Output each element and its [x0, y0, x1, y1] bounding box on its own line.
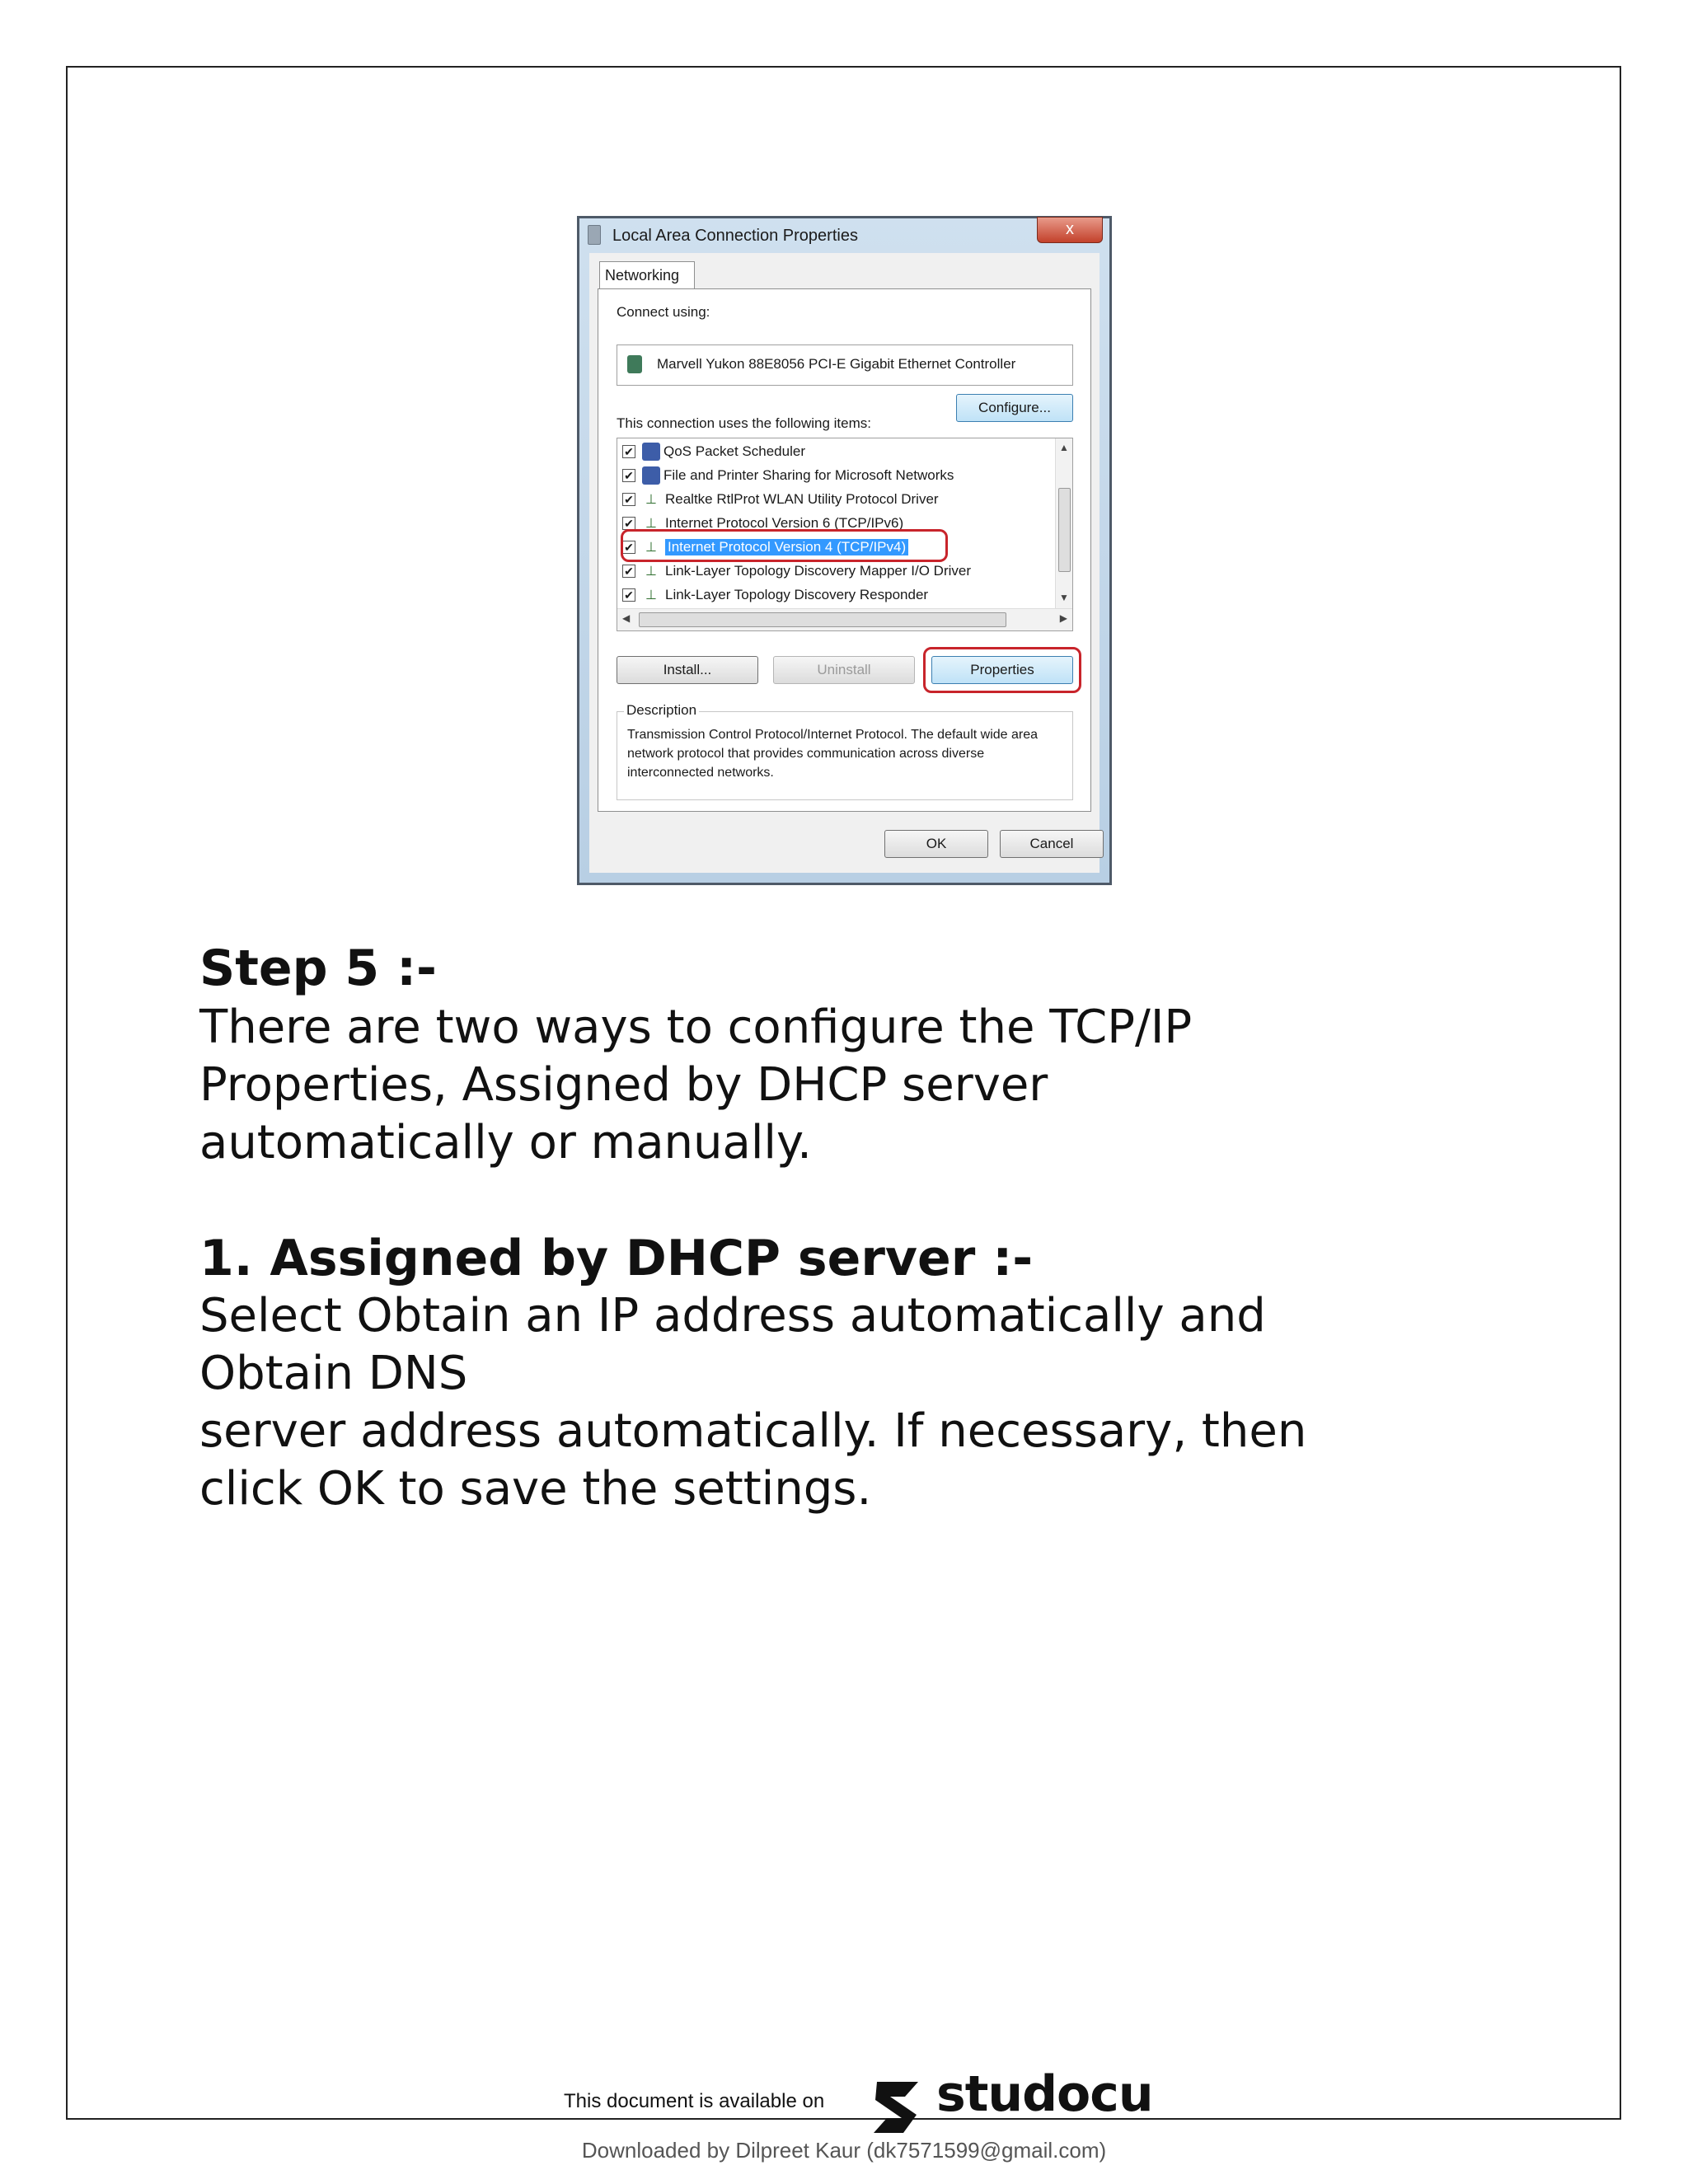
description-group	[617, 702, 1073, 800]
scroll-left-icon[interactable]: ◀	[622, 612, 631, 624]
protocol-icon: ⊥	[645, 493, 657, 507]
checkbox[interactable]: ✔	[622, 493, 635, 506]
connect-using-label: Connect using:	[617, 304, 710, 320]
ok-button[interactable]: OK	[884, 830, 988, 858]
studocu-logo-icon	[865, 2075, 928, 2138]
dialog-titlebar	[579, 218, 1109, 253]
item-label: Link-Layer Topology Discovery Responder	[665, 587, 929, 602]
vertical-scrollbar[interactable]	[1055, 438, 1072, 608]
dialog-title: Local Area Connection Properties	[612, 227, 858, 245]
scroll-right-icon[interactable]: ▶	[1059, 612, 1067, 624]
download-attribution: Downloaded by Dilpreet Kaur (dk7571599@gmail.com)	[581, 2138, 1107, 2163]
availability-note: This document is available on	[564, 2090, 825, 2112]
protocol-icon: ⊥	[645, 565, 657, 579]
step-heading: Step 5 :-	[199, 940, 437, 997]
checkbox[interactable]: ✔	[622, 565, 635, 578]
configure-button[interactable]: Configure...	[956, 394, 1073, 422]
item-label: Link-Layer Topology Discovery Mapper I/O Driver	[665, 563, 971, 579]
network-adapter-icon	[627, 355, 642, 373]
list-item[interactable]	[622, 560, 971, 583]
description-title: Description	[624, 702, 699, 719]
items-label: This connection uses the following items:	[617, 415, 871, 431]
description-text: Transmission Control Protocol/Internet Protocol. The default wide area network protocol that provides communication across diverse interconnected networks.	[627, 728, 1039, 780]
checkbox[interactable]: ✔	[622, 445, 635, 458]
network-connection-icon	[588, 225, 601, 245]
local-area-connection-properties-dialog	[577, 216, 1112, 885]
networking-tab-panel	[598, 288, 1091, 812]
protocol-icon: ⊥	[645, 541, 657, 555]
scroll-down-icon[interactable]: ▼	[1059, 592, 1069, 603]
network-client-icon	[642, 443, 660, 461]
properties-highlight-ring	[923, 647, 1081, 693]
adapter-field	[617, 344, 1073, 386]
checkbox[interactable]: ✔	[622, 541, 635, 554]
ipv4-highlight-ring	[621, 529, 948, 562]
close-button[interactable]: x	[1037, 217, 1103, 243]
step-paragraph: There are two ways to configure the TCP/IP Properties, Assigned by DHCP server automatically or manually.	[199, 1001, 1193, 1169]
checkbox[interactable]: ✔	[622, 517, 635, 530]
cancel-button[interactable]: Cancel	[1000, 830, 1104, 858]
checkbox[interactable]: ✔	[622, 469, 635, 482]
list-item[interactable]	[622, 464, 954, 487]
list-item[interactable]	[622, 488, 939, 511]
section-paragraph: Select Obtain an IP address automatically and Obtain DNS server address automatically. If necessary, then click OK to save the settings.	[199, 1289, 1307, 1516]
scroll-thumb[interactable]	[639, 612, 1006, 627]
scroll-thumb[interactable]	[1058, 488, 1071, 572]
protocol-icon: ⊥	[645, 517, 657, 531]
item-label: File and Printer Sharing for Microsoft Networks	[663, 467, 954, 483]
item-label: Realtke RtlProt WLAN Utility Protocol Driver	[665, 491, 939, 507]
studocu-brand: studocu	[936, 2065, 1153, 2123]
horizontal-scrollbar[interactable]	[617, 608, 1072, 630]
protocol-icon: ⊥	[645, 588, 657, 602]
checkbox[interactable]: ✔	[622, 588, 635, 602]
section-heading: 1. Assigned by DHCP server :-	[199, 1230, 1034, 1287]
list-item[interactable]	[622, 440, 805, 463]
item-label: QoS Packet Scheduler	[663, 443, 805, 459]
scroll-up-icon[interactable]: ▲	[1059, 442, 1069, 453]
tab-networking[interactable]: Networking	[599, 261, 695, 289]
properties-button[interactable]: Properties	[931, 656, 1073, 684]
dialog-client-area	[589, 253, 1100, 873]
adapter-name: Marvell Yukon 88E8056 PCI-E Gigabit Ethernet Controller	[657, 356, 1016, 372]
item-label: Internet Protocol Version 6 (TCP/IPv6)	[665, 515, 904, 531]
install-button[interactable]: Install...	[617, 656, 758, 684]
item-label: Internet Protocol Version 4 (TCP/IPv4)	[665, 539, 908, 555]
list-item[interactable]	[622, 583, 928, 607]
uninstall-button[interactable]: Uninstall	[773, 656, 915, 684]
network-client-icon	[642, 466, 660, 485]
